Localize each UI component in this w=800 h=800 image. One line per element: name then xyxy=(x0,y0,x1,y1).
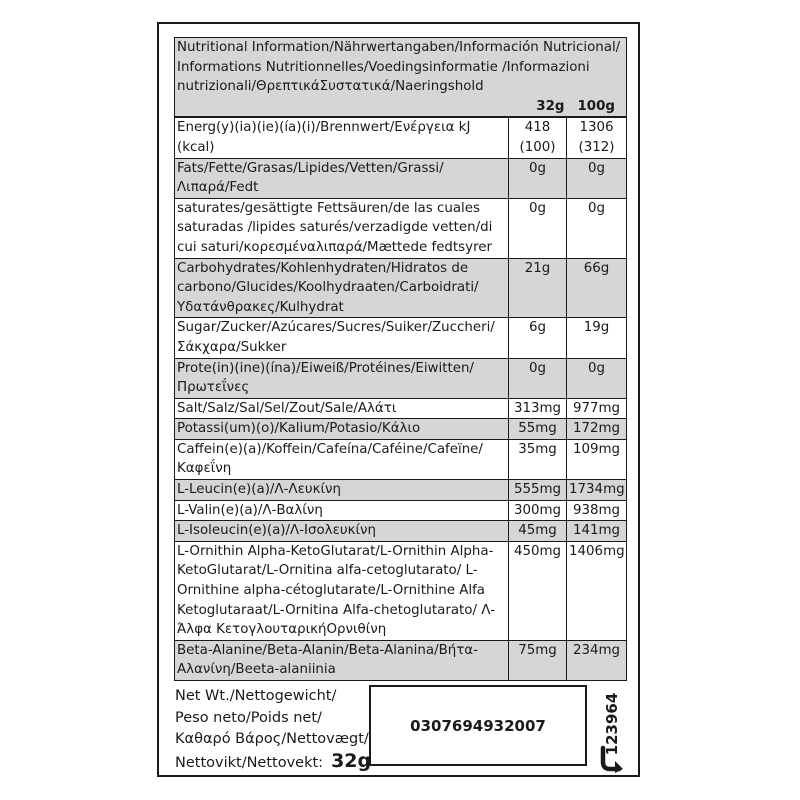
value-100g: 66g xyxy=(567,258,627,318)
value-32g: 555mg xyxy=(509,480,567,501)
table-row-caffeine xyxy=(175,439,627,479)
net-weight-value: 32g xyxy=(331,749,372,772)
row-label: Potassi(um)(o)/Kalium/Potasio/Κάλιο xyxy=(175,419,509,440)
value-100g: 1306 (312) xyxy=(567,117,627,158)
barcode-box xyxy=(369,685,587,766)
value-100g: 109mg xyxy=(567,439,627,479)
row-label: L-Isoleucin(e)(a)/Λ-Ισολευκίνη xyxy=(175,521,509,542)
row-label: L-Ornithin Alpha-KetoGlutarat/L-Ornithin Alpha-KetoGlutarat/L-Ornitina alfa-cetoglutarato/ L-Ornithine alpha-cétoglutarate/L-Ornithine Alfa Ketoglutaraat/L-Ornitina Alfa-chetoglutarato/ Λ-Άλφα ΚετογλουταρικήΟρνιθίνη xyxy=(175,541,509,640)
column-header-blank xyxy=(175,97,509,118)
value-100g: 234mg xyxy=(567,640,627,680)
value-100g: 1406mg xyxy=(567,541,627,640)
nutrition-table xyxy=(174,37,627,681)
row-label: Energ(y)(ia)(ie)(ía)(i)/Brennwert/Ενέργεια kJ (kcal) xyxy=(175,117,509,158)
row-label: saturates/gesättigte Fettsäuren/de las cuales saturadas /lipides saturés/verzadigde vetten/di cui saturi/κορεσμέναλιπαρά/Mættede fedtsyrer xyxy=(175,198,509,258)
table-header-row xyxy=(175,38,627,97)
table-row-energy xyxy=(175,117,627,158)
table-column-header-row xyxy=(175,97,627,118)
table-row-saturates xyxy=(175,198,627,258)
table-header: Nutritional Information/Nährwertangaben/Información Nutricional/ Informations Nutritionnelles/Voedingsinformatie /Informazioni nutrizionali/ΘρεπτικάΣυστατικά/Naeringshold xyxy=(175,38,627,97)
row-label: Prote(in)(ine)(ína)/Eiweiß/Protéines/Eiwitten/ Πρωτεΐνες xyxy=(175,358,509,398)
table-row-leucine xyxy=(175,480,627,501)
table-row-potassium xyxy=(175,419,627,440)
value-100g: 0g xyxy=(567,158,627,198)
row-label: Caffein(e)(a)/Koffein/Cafeína/Caféine/Cafeïne/ Καφεΐνη xyxy=(175,439,509,479)
value-32g: 313mg xyxy=(509,398,567,419)
value-100g: 977mg xyxy=(567,398,627,419)
value-32g: 0g xyxy=(509,158,567,198)
row-label: Beta-Alanine/Beta-Alanin/Beta-Alanina/Βήτα-Αλανίνη/Beeta-alaniinia xyxy=(175,640,509,680)
column-header-32g: 32g xyxy=(509,97,567,118)
column-header-100g: 100g xyxy=(567,97,627,118)
product-code: 123964 xyxy=(603,692,621,756)
table-row-protein xyxy=(175,358,627,398)
value-100g: 141mg xyxy=(567,521,627,542)
row-label: L-Leucin(e)(a)/Λ-Λευκίνη xyxy=(175,480,509,501)
barcode-number: 0307694932007 xyxy=(410,716,546,735)
value-100g: 19g xyxy=(567,318,627,358)
value-100g: 0g xyxy=(567,358,627,398)
value-32g: 418 (100) xyxy=(509,117,567,158)
value-32g: 21g xyxy=(509,258,567,318)
value-32g: 450mg xyxy=(509,541,567,640)
value-32g: 0g xyxy=(509,198,567,258)
net-weight xyxy=(175,686,371,774)
value-100g: 0g xyxy=(567,198,627,258)
table-row-sugar xyxy=(175,318,627,358)
net-weight-label: Net Wt./Nettogewicht/ Peso neto/Poids net/ Καθαρό Βάρος/Nettovægt/ Nettovikt/Nettovekt: 32g xyxy=(175,688,372,772)
value-32g: 300mg xyxy=(509,500,567,521)
value-100g: 938mg xyxy=(567,500,627,521)
table-row-fats xyxy=(175,158,627,198)
row-label: Fats/Fette/Grasas/Lipides/Vetten/Grassi/ Λιπαρά/Fedt xyxy=(175,158,509,198)
value-32g: 0g xyxy=(509,358,567,398)
value-32g: 6g xyxy=(509,318,567,358)
table-row-valine xyxy=(175,500,627,521)
value-100g: 172mg xyxy=(567,419,627,440)
row-label: Sugar/Zucker/Azúcares/Sucres/Suiker/Zuccheri/ Σάκχαρα/Sukker xyxy=(175,318,509,358)
value-32g: 45mg xyxy=(509,521,567,542)
row-label: Salt/Salz/Sal/Sel/Zout/Sale/Αλάτι xyxy=(175,398,509,419)
value-100g: 1734mg xyxy=(567,480,627,501)
row-label: L-Valin(e)(a)/Λ-Βαλίνη xyxy=(175,500,509,521)
value-32g: 55mg xyxy=(509,419,567,440)
table-row-beta-alanine xyxy=(175,640,627,680)
table-row-ornithine xyxy=(175,541,627,640)
table-row-salt xyxy=(175,398,627,419)
value-32g: 75mg xyxy=(509,640,567,680)
table-row-carbohydrates xyxy=(175,258,627,318)
value-32g: 35mg xyxy=(509,439,567,479)
row-label: Carbohydrates/Kohlenhydraten/Hidratos de carbono/Glucides/Koolhydraaten/Carboidrati/ Υδατάνθρακες/Kulhydrat xyxy=(175,258,509,318)
recycle-arrow-icon xyxy=(597,745,625,773)
table-row-isoleucine xyxy=(175,521,627,542)
